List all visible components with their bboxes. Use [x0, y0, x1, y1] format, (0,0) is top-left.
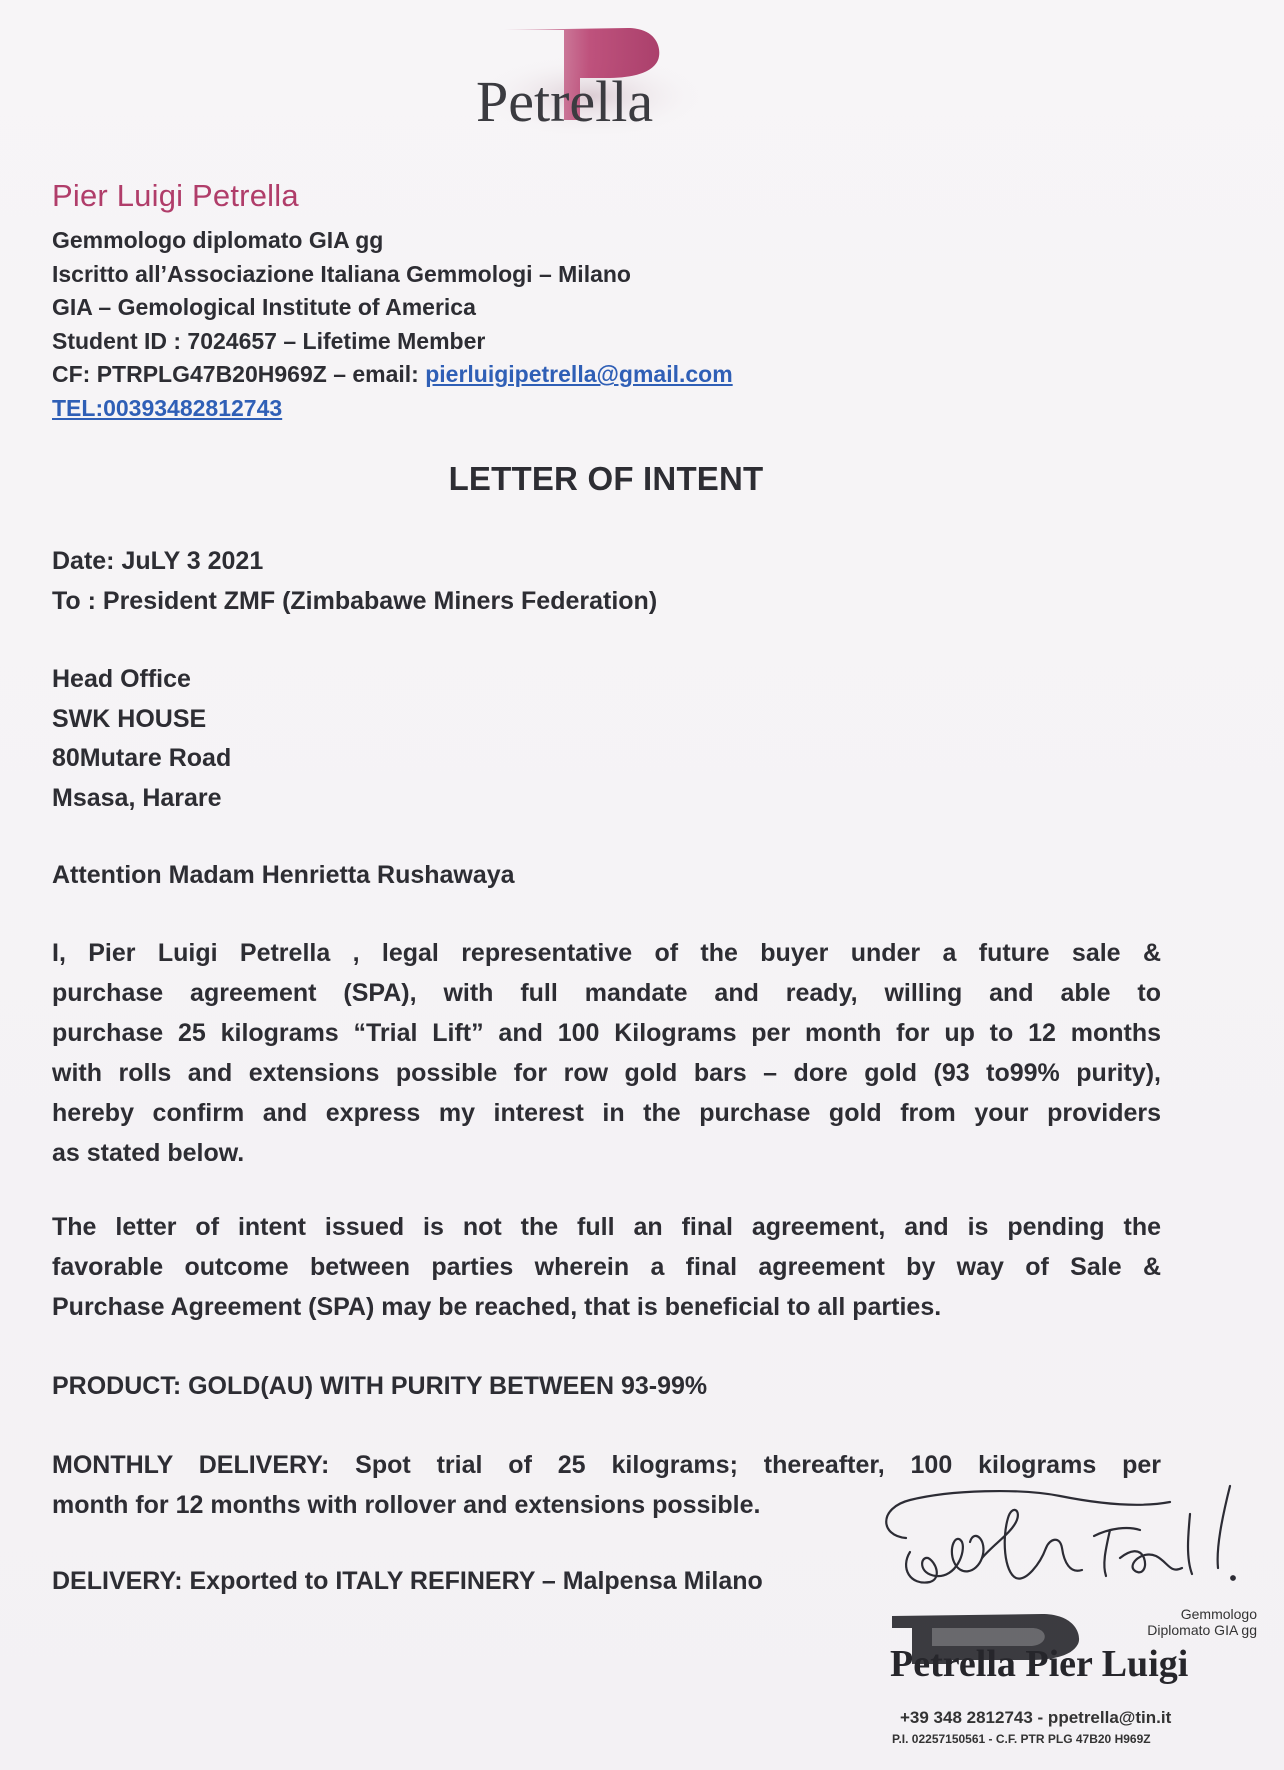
- paragraph-line: favorable outcome between parties wherein a final agreement by way of Sale &: [52, 1253, 1161, 1281]
- product-line: [52, 1367, 707, 1407]
- letter-date: Date: JuLY 3 2021: [52, 547, 264, 575]
- paragraph-line: hereby confirm and express my interest in the purchase gold from your providers: [52, 1099, 1161, 1127]
- paragraph-line: month for 12 months with rollover and extensions possible.: [52, 1491, 761, 1519]
- company-stamp: [880, 1600, 1265, 1765]
- logo-wordmark: Petrella: [476, 69, 654, 134]
- letterhead: [52, 178, 733, 426]
- page-title: LETTER OF INTENT: [448, 460, 764, 497]
- sender-student-id: Student ID : 7024657 – Lifetime Member: [52, 327, 486, 354]
- paragraph-line: purchase 25 kilograms “Trial Lift” and 100 Kilograms per month for up to 12 months: [52, 1019, 1161, 1047]
- sender-cf-email: [52, 358, 733, 392]
- delivery-line: [52, 1562, 763, 1602]
- stamp-role-line: Gemmologo: [1180, 1606, 1257, 1622]
- intent-paragraph: [52, 933, 1161, 1173]
- tel-link[interactable]: TEL:00393482812743: [52, 394, 283, 421]
- sender-title: Gemmologo diplomato GIA gg: [52, 227, 384, 253]
- cf-label: CF: PTRPLG47B20H969Z – email:: [52, 361, 426, 388]
- stamp-role: [1147, 1606, 1257, 1638]
- address-line: Head Office: [52, 665, 191, 693]
- sender-association: Iscritto all’Associazione Italiana Gemmologi – Milano: [52, 260, 631, 287]
- product-text: PRODUCT: GOLD(AU) WITH PURITY BETWEEN 93-99%: [52, 1372, 708, 1400]
- stamp-role-line: Diplomato GIA gg: [1147, 1622, 1257, 1638]
- stamp-contact: +39 348 2812743 - ppetrella@tin.it: [900, 1708, 1172, 1727]
- disclaimer-paragraph: [52, 1207, 1161, 1327]
- attention-line: [52, 856, 515, 896]
- paragraph-line: Purchase Agreement (SPA) may be reached, that is beneficial to all parties.: [52, 1293, 942, 1321]
- attention-text: Attention Madam Henrietta Rushawaya: [52, 861, 515, 889]
- address-line: 80Mutare Road: [52, 744, 232, 772]
- paragraph-line: as stated below.: [52, 1139, 245, 1167]
- address-line: Msasa, Harare: [52, 783, 222, 812]
- paragraph-line: purchase agreement (SPA), with full mandate and ready, willing and able to: [52, 979, 1161, 1007]
- paragraph-line: with rolls and extensions possible for row gold bars – dore gold (93 to99% purity),: [52, 1059, 1161, 1087]
- delivery-text: DELIVERY: Exported to ITALY REFINERY – Malpensa Milano: [52, 1567, 763, 1595]
- stamp-tax-ids: P.I. 02257150561 - C.F. PTR PLG 47B20 H969Z: [892, 1732, 1151, 1746]
- stamp-name: Petrella Pier Luigi: [890, 1643, 1189, 1685]
- letter-recipient: To : President ZMF (Zimbabawe Miners Federation): [52, 586, 658, 615]
- letter-meta: [52, 542, 657, 621]
- email-link[interactable]: pierluigipetrella@gmail.com: [425, 361, 733, 388]
- petrella-logo: [470, 24, 710, 134]
- paragraph-line: MONTHLY DELIVERY: Spot trial of 25 kilograms; thereafter, 100 kilograms per: [52, 1451, 1161, 1479]
- address-line: SWK HOUSE: [52, 704, 207, 733]
- sender-institute: GIA – Gemological Institute of America: [52, 294, 476, 321]
- recipient-address: [52, 660, 231, 818]
- paragraph-line: The letter of intent issued is not the full an final agreement, and is pending the: [52, 1213, 1161, 1241]
- sender-name: Pier Luigi Petrella: [52, 178, 299, 213]
- paragraph-line: I, Pier Luigi Petrella , legal representative of the buyer under a future sale &: [52, 939, 1161, 967]
- handwritten-signature: [870, 1478, 1260, 1598]
